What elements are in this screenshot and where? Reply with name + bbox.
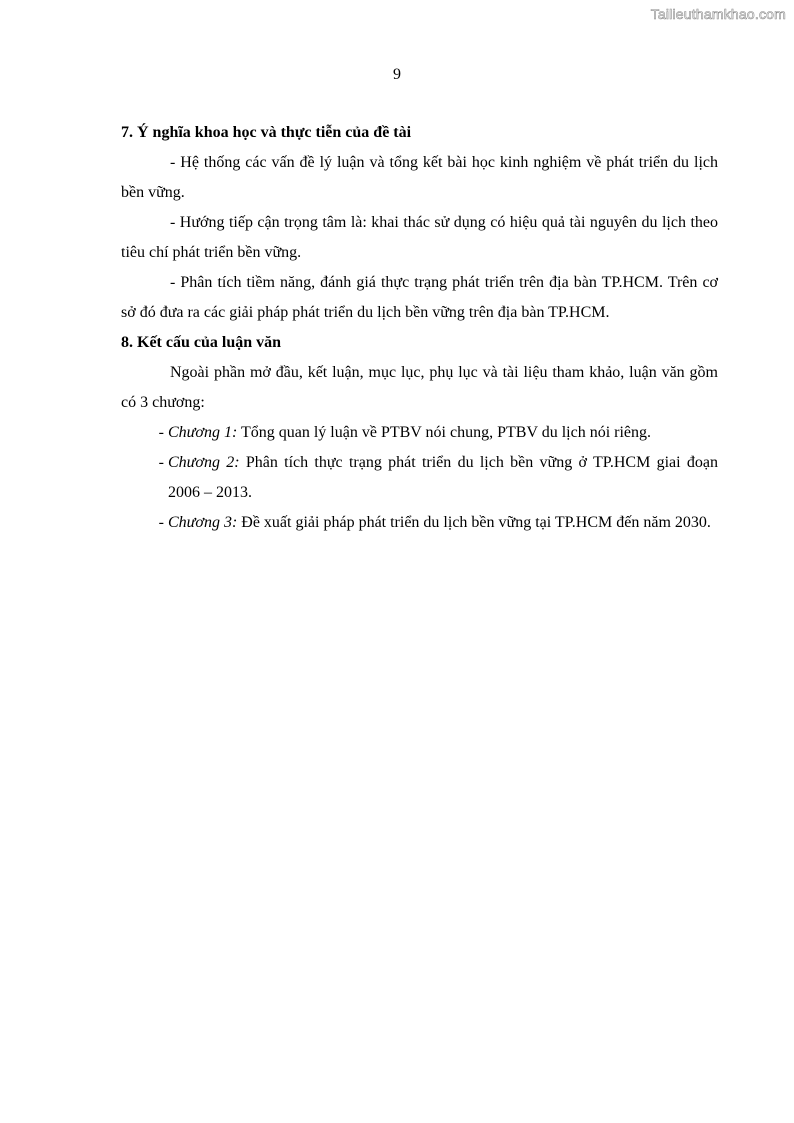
chapter-text: Phân tích thực trạng phát triển du lịch bền vững ở TP.HCM giai đoạn 2006 – 2013. [168, 454, 718, 501]
chapter-text: Tổng quan lý luận về PTBV nói chung, PTBV du lịch nói riêng. [237, 424, 652, 441]
list-dash: - [158, 514, 164, 531]
section-8-intro: Ngoài phần mở đầu, kết luận, mục lục, phụ lục và tài liệu tham khảo, luận văn gồm có 3 chương: [121, 364, 718, 411]
section-7-paragraph-2: - Hướng tiếp cận trọng tâm là: khai thác sử dụng có hiệu quả tài nguyên du lịch theo tiêu chí phát triển bền vững. [121, 214, 718, 261]
list-dash: - [158, 424, 164, 441]
section-8-heading: 8. Kết cấu của luận văn [121, 334, 282, 351]
chapter-item-3 [121, 508, 718, 538]
chapter-name: Chương 3: [168, 514, 238, 531]
watermark: Tailieuthamkhao.com [650, 6, 786, 22]
chapter-name: Chương 1: [168, 424, 238, 441]
chapter-item-2 [121, 448, 718, 508]
chapter-body [168, 508, 718, 538]
chapter-text: Đề xuất giải pháp phát triển du lịch bền vững tại TP.HCM đến năm 2030. [237, 514, 711, 531]
chapter-body [168, 418, 718, 448]
list-dash: - [158, 454, 164, 471]
section-7-paragraph-1: - Hệ thống các vấn đề lý luận và tổng kết bài học kinh nghiệm về phát triển du lịch bền vững. [121, 154, 718, 201]
chapter-item-1 [121, 418, 718, 448]
chapter-body [168, 448, 718, 508]
page-number: 9 [393, 66, 401, 83]
section-7-heading: 7. Ý nghĩa khoa học và thực tiễn của đề tài [121, 124, 412, 141]
chapter-name: Chương 2: [168, 454, 240, 471]
section-7-paragraph-3: - Phân tích tiềm năng, đánh giá thực trạng phát triển trên địa bàn TP.HCM. Trên cơ sở đó đưa ra các giải pháp phát triển du lịch bền vững trên địa bàn TP.HCM. [121, 274, 718, 321]
document-body [121, 118, 718, 538]
